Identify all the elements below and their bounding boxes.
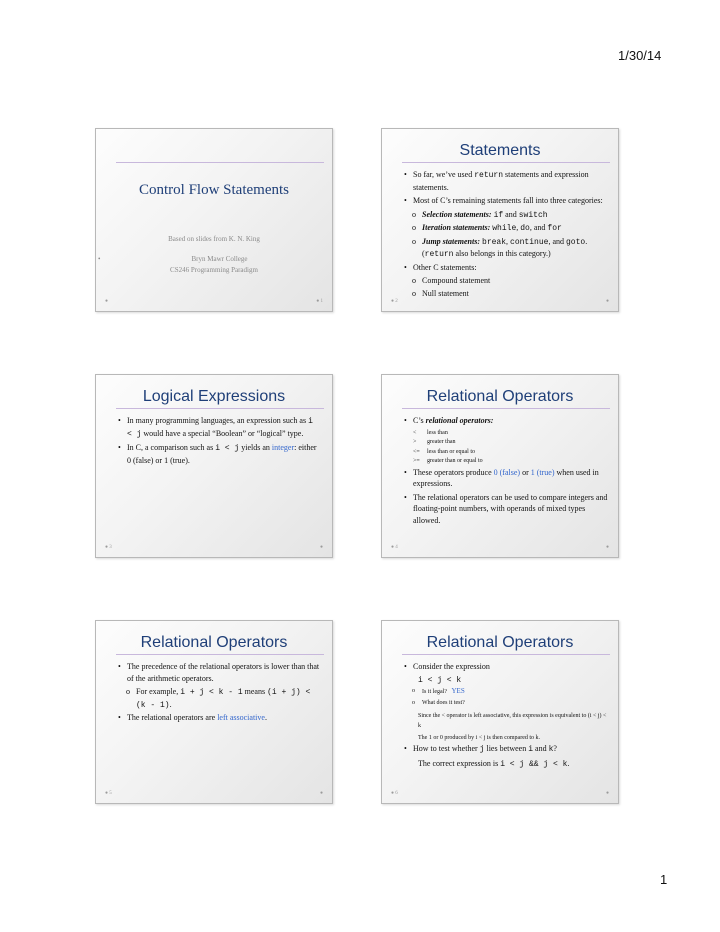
- slide-1: [95, 128, 333, 312]
- slide-4: [381, 374, 619, 558]
- bullet: • These operators produce 0 (false) or 1 (true) when used in expressions.: [402, 467, 608, 490]
- college-name: • Bryn Mawr College: [96, 255, 332, 263]
- title-rule: [116, 162, 324, 163]
- explanation: Since the < operator is left associative, this expression is equivalent to (i < j) < k: [418, 713, 607, 729]
- slide-number: ● 4: [391, 545, 398, 550]
- operator-row: <= less than or equal to: [413, 448, 475, 455]
- slide-3: [95, 374, 333, 558]
- title-rule: [402, 408, 610, 409]
- bullet: • C’s relational operators:: [402, 415, 608, 427]
- slide-number: ● 6: [391, 791, 398, 796]
- slide-title: Control Flow Statements: [139, 182, 289, 198]
- slide-2: [381, 128, 619, 312]
- course-name: CS246 Programming Paradigm: [170, 266, 258, 274]
- operator-row: >= greater than or equal to: [413, 458, 483, 464]
- footer-dot: ●: [605, 791, 609, 796]
- slide-title: Logical Expressions: [142, 388, 286, 405]
- bullet: • The relational operators are left associative.: [116, 712, 322, 724]
- bullet: • In C, a comparison such as i < j yields an integer: either 0 (false) or 1 (true).: [116, 442, 322, 466]
- sub-bullet: o Selection statements: if and switch: [412, 209, 608, 222]
- slide-title: Statements: [459, 142, 541, 159]
- title-rule: [116, 654, 324, 655]
- bullet: • Most of C’s remaining statements fall into three categories:: [402, 195, 608, 207]
- slide-6: [381, 620, 619, 804]
- slide-title: Relational Operators: [426, 634, 574, 651]
- sub-bullet: o Jump statements: break, continue, and goto. (return also belongs in this category.): [412, 236, 608, 261]
- slide-number: ● 5: [105, 791, 112, 796]
- operator-row: > greater than: [413, 439, 456, 445]
- slide-5: [95, 620, 333, 804]
- title-rule: [402, 654, 610, 655]
- footer-dot: ●: [605, 545, 609, 550]
- slide-number: ● 3: [105, 545, 112, 550]
- footer-dot: ●: [319, 791, 323, 796]
- slide-body: [116, 661, 322, 726]
- bullet: • In many programming languages, an expression such as i < j would have a special “Boolean” or “logical” type.: [116, 415, 322, 440]
- slide-title: Relational Operators: [140, 634, 288, 651]
- sub-bullet: o Compound statement: [412, 275, 608, 287]
- bullet: • How to test whether j lies between i and k?: [402, 743, 608, 756]
- sub-bullet: o Null statement: [412, 288, 608, 300]
- title-rule: [402, 162, 610, 163]
- slide-body: [402, 415, 608, 528]
- sub-bullet: o For example, i + j < k - 1 means (i + j) < (k - 1).: [126, 686, 322, 711]
- code-line: i < j < k: [418, 675, 462, 685]
- footer-dot: ●: [319, 545, 323, 550]
- slide-body: [402, 169, 608, 300]
- bullet: • So far, we’ve used return statements and expression statements.: [402, 169, 608, 193]
- sub-bullet: o Is it legal? YES: [412, 686, 608, 697]
- slide-body: [402, 661, 608, 770]
- slide-number: ● 2: [391, 299, 398, 304]
- bullet: • The relational operators can be used to compare integers and floating-point numbers, with operands of mixed types allowed.: [402, 492, 608, 527]
- answer-line: The correct expression is i < j && j < k.: [418, 758, 570, 769]
- source-credit: Based on slides from K. N. King: [168, 235, 260, 243]
- page-date: 1/30/14: [618, 48, 662, 63]
- title-rule: [116, 408, 324, 409]
- sub-bullet: o Iteration statements: while, do, and for: [412, 222, 608, 235]
- slide-body: [116, 415, 322, 468]
- operator-row: < less than: [413, 429, 448, 436]
- sub-bullet: o What does it test?: [412, 698, 608, 708]
- explanation: The 1 or 0 produced by i < j is then compared to k.: [418, 735, 541, 741]
- bullet: • Other C statements:: [402, 262, 608, 274]
- footer-dot: ●: [105, 299, 109, 304]
- slide-title: Relational Operators: [426, 388, 574, 405]
- slide-number: ● 1: [316, 299, 323, 304]
- page-number: 1: [660, 872, 668, 887]
- footer-dot: ●: [605, 299, 609, 304]
- bullet: • The precedence of the relational operators is lower than that of the arithmetic operators.: [116, 661, 322, 684]
- bullet: • Consider the expression: [402, 661, 608, 673]
